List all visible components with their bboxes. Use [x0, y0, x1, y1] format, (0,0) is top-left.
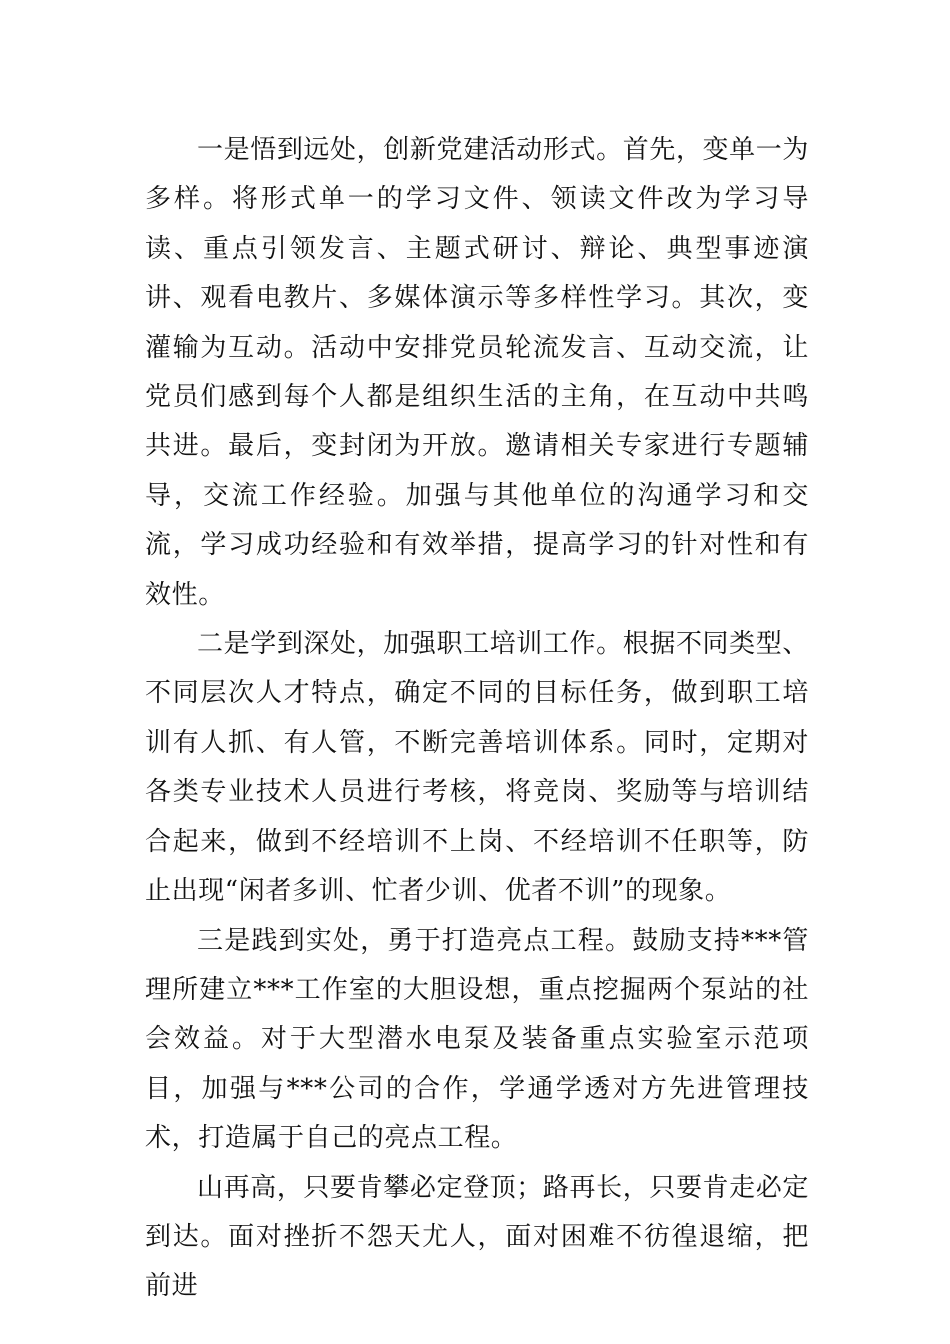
document-body	[145, 126, 809, 1312]
paragraph-perseverance: 山再高，只要肯攀必定登顶；路再长，只要肯走必定到达。面对挫折不怨天尤人，面对困难不彷徨退缩，把前进	[145, 1172, 809, 1302]
paragraph-staff-training: 二是学到深处，加强职工培训工作。根据不同类型、不同层次人才特点，确定不同的目标任务，做到职工培训有人抓、有人管，不断完善培训体系。同时，定期对各类专业技术人员进行考核，将竞岗、奖励等与培训结合起来，做到不经培训不上岗、不经培训不任职等，防止出现“闲者多训、忙者少训、优者不训”的现象。	[145, 629, 809, 907]
paragraph-highlight-project: 三是践到实处，勇于打造亮点工程。鼓励支持***管理所建立***工作室的大胆设想，重点挖掘两个泵站的社会效益。对于大型潜水电泵及装备重点实验室示范项目，加强与***公司的合作，学通学透对方先进管理技术，打造属于自己的亮点工程。	[145, 925, 809, 1154]
paragraph-party-building: 一是悟到远处，创新党建活动形式。首先，变单一为多样。将形式单一的学习文件、领读文件改为学习导读、重点引领发言、主题式研讨、辩论、典型事迹演讲、观看电教片、多媒体演示等多样性学习。其次，变灌输为互动。活动中安排党员轮流发言、互动交流，让党员们感到每个人都是组织生活的主角，在互动中共鸣共进。最后，变封闭为开放。邀请相关专家进行专题辅导，交流工作经验。加强与其他单位的沟通学习和交流，学习成功经验和有效举措，提高学习的针对性和有效性。	[145, 135, 809, 610]
